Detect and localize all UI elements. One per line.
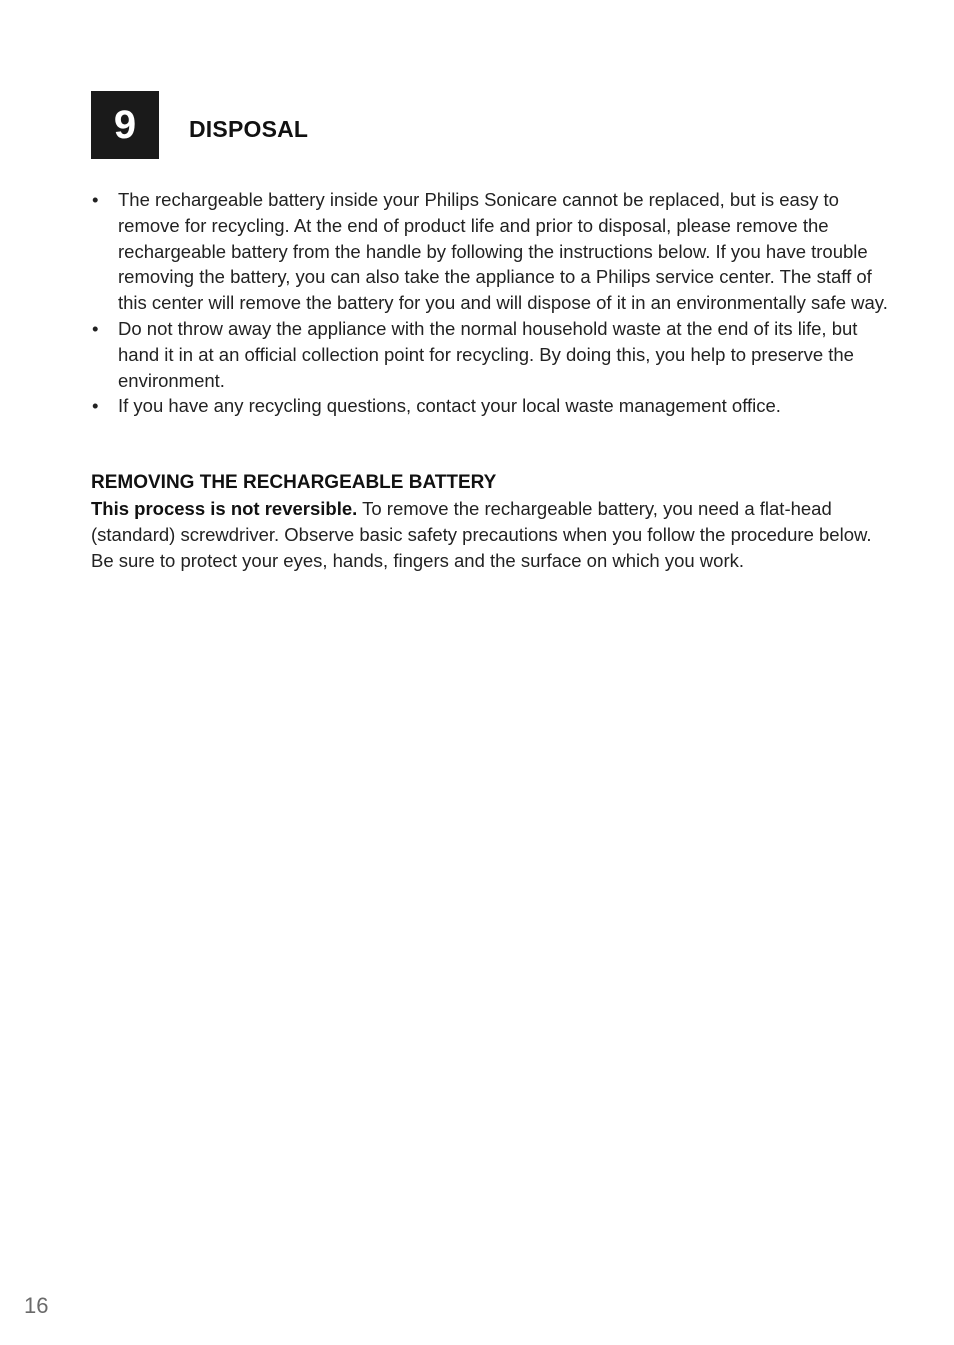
bullet-text: Do not throw away the appliance with the normal household waste at the end of its life, but hand it in at an official collection point for recycling. By doing this, you help to preserve the environment.	[118, 317, 858, 391]
list-item	[91, 393, 891, 419]
bullet-icon: •	[92, 317, 99, 339]
bullet-text: If you have any recycling questions, contact your local waste management office.	[118, 395, 781, 417]
page-number: 16	[24, 1293, 49, 1318]
section-paragraph	[91, 496, 881, 573]
disposal-bullet-list	[91, 187, 891, 419]
battery-removal-section	[91, 470, 881, 573]
section-heading: REMOVING THE RECHARGEABLE BATTERY	[91, 472, 497, 493]
bullet-icon: •	[92, 189, 99, 210]
list-item	[91, 316, 891, 393]
chapter-number: 9	[113, 102, 137, 147]
chapter-number-box	[91, 91, 159, 159]
section-lead: This process is not reversible.	[91, 498, 358, 519]
bullet-icon: •	[92, 395, 99, 417]
chapter-title: DISPOSAL	[189, 116, 309, 142]
list-item	[91, 187, 891, 316]
section-body-text: To remove the rechargeable battery, you need a flat-head (standard) screwdriver. Observe basic safety precautions when you follow the procedure below. Be sure to protect your eyes, hands, fingers and the surface on which you work.	[91, 498, 872, 571]
bullet-text: The rechargeable battery inside your Philips Sonicare cannot be replaced, but is easy to remove for recycling. At the end of product life and prior to disposal, please remove the rechargeable battery from the handle by following the instructions below. If you have trouble removing the battery, you can also take the appliance to a Philips service center. The staff of this center will remove the battery for you and will dispose of it in an environmentally safe way.	[118, 189, 888, 314]
